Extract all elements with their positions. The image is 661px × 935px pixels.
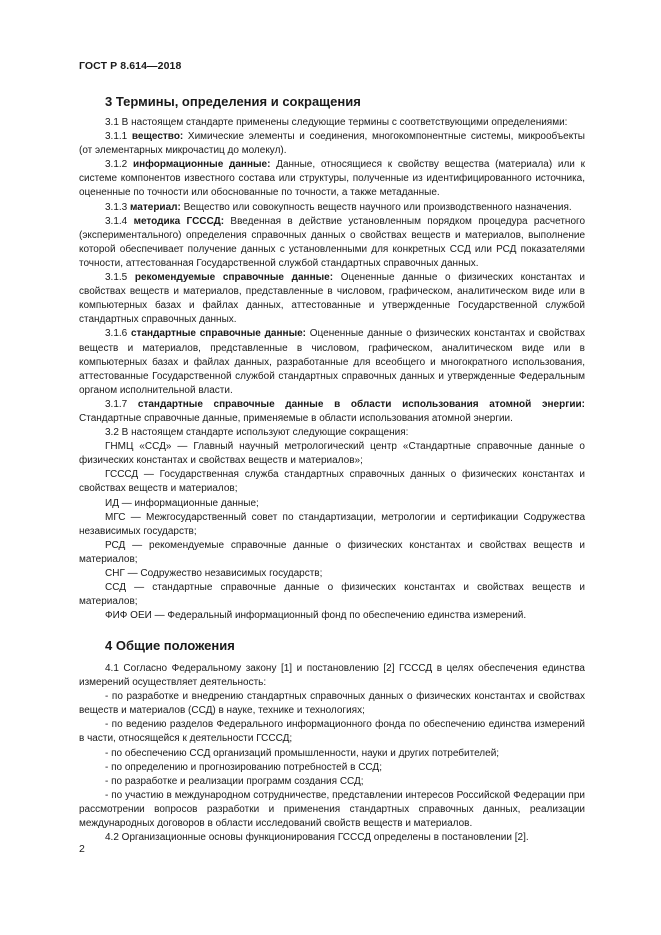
term-3-1-1 [79,130,585,158]
list-item: - по участию в международном сотрудничестве, представлении интересов Российской Федерации при рассмотрении вопросов разработки и применения стандартных справочных данных, реализации международных договоров в области исследований свойств веществ и материалов. [79,789,585,830]
term-definition: Оцененные данные о физических константах и свойствах веществ и материалов, представленные в числовом, графическом, аналитическом виде или в компьютерных базах и файлах данных, разработанные для всеобщего и многократного использования, аттестованные Государственной службой стандартных справочных данных и утвержденные Федеральным органом исполнительной власти. [79,328,585,396]
term-definition: Данные, относящиеся к свойству вещества (материала) или к системе компонентов известного состава или структуры, полученные из идентифицированного источника, оцененные по точности или обоснованные по точности, а также метаданные. [79,159,585,199]
term-3-1-7 [79,398,585,426]
term-number: 3.1.1 [105,131,132,143]
term-name: вещество: [131,131,184,143]
page-number: 2 [79,843,85,855]
paragraph-4-1: 4.1 Согласно Федеральному закону [1] и постановлению [2] ГСССД в целях обеспечения единства измерений осуществляет деятельность: [79,663,585,689]
abbreviation-ssd: ССД — стандартные справочные данные о физических константах и свойствах веществ и материалов; [79,582,585,608]
term-definition: Оцененные данные о физических константах и свойствах веществ и материалов, представленные в числовом, графическом, аналитическом виде или в компьютерных базах и файлах данных, аттестованные и утвержденные Государственной службой стандартных справочных данных. [79,272,585,326]
term-number: 3.1.4 [105,215,134,227]
abbreviation-gsssd: ГСССД — Государственная служба стандартных справочных данных о физических константах и свойствах веществ и материалов; [79,469,585,495]
section-3-title: 3 Термины, определения и сокращения [105,94,361,109]
paragraph-3-2: 3.2 В настоящем стандарте используют следующие сокращения: [105,427,409,439]
term-definition: Химические элементы и соединения, многокомпонентные системы, микрообъекты (от элементарных микрочастиц до молекул). [79,131,585,157]
abbreviation-sng: СНГ — Содружество независимых государств; [105,568,323,579]
list-item: - по ведению разделов Федерального информационного фонда по обеспечению единства измерений в части, относящейся к деятельности ГСССД; [79,719,585,745]
term-3-1-4 [79,215,585,271]
term-name: стандартные справочные данные: [131,328,307,340]
term-3-1-5 [79,271,585,327]
list-item: - по определению и прогнозированию потребностей в ССД; [105,761,382,773]
term-name: информационные данные: [132,159,271,171]
paragraph-3-1: 3.1 В настоящем стандарте применены следующие термины с соответствующими определениями: [105,117,568,128]
term-definition: Стандартные справочные данные, применяемые в области использования атомной энергии. [79,412,513,424]
abbreviation-fif-oei: ФИФ ОЕИ — Федеральный информационный фонд по обеспечению единства измерений. [105,610,527,622]
list-item: - по разработке и внедрению стандартных справочных данных о физических константах и свойствах веществ и материалов (ССД) в науке, технике и технологиях; [79,691,585,717]
list-item: - по разработке и реализации программ создания ССД; [105,775,364,787]
term-name: стандартные справочные данные в области использования атомной энергии: [137,398,585,410]
abbreviation-id: ИД — информационные данные; [105,497,259,509]
term-name: методика ГСССД: [133,215,225,227]
term-definition: Вещество или совокупность веществ научного или производственного назначения. [180,201,572,213]
term-number: 3.1.7 [105,398,138,410]
section-4-title: 4 Общие положения [105,638,235,653]
term-number: 3.1.5 [105,272,135,284]
term-name: материал: [130,201,181,213]
abbreviation-mgs: МГС — Межгосударственный совет по стандартизации, метрологии и сертификации Содружества независимых государств; [79,511,585,537]
document-header: ГОСТ Р 8.614—2018 [79,60,182,72]
section-4-body [79,662,585,845]
term-number: 3.1.6 [105,328,131,340]
term-definition: Введенная в действие установленным порядком процедура расчетного (экспериментального) определения справочных данных о свойствах веществ и материалов, выполнение которой обеспечивает получение данных с установленными для конкретных ССД или РСД показателями точности, аттестованная Государственной службой стандартных справочных данных. [79,215,585,269]
abbreviation-gnmc: ГНМЦ «ССД» — Главный научный метрологический центр «Стандартные справочные данные о физических константах и свойствах веществ и материалов»; [79,441,585,467]
term-name: рекомендуемые справочные данные: [134,272,334,284]
list-item: - по обеспечению ССД организаций промышленности, науки и других потребителей; [105,747,500,759]
abbreviation-rsd: РСД — рекомендуемые справочные данные о физических константах и свойствах веществ и материалов; [79,539,585,565]
paragraph-4-2: 4.2 Организационные основы функционирования ГСССД определены в постановлении [2]. [105,832,529,844]
term-3-1-3 [79,201,585,215]
term-number: 3.1.3 [105,201,131,213]
term-3-1-6 [79,327,585,397]
term-3-1-2 [79,158,585,200]
section-3-body [79,116,585,623]
term-number: 3.1.2 [105,159,133,171]
